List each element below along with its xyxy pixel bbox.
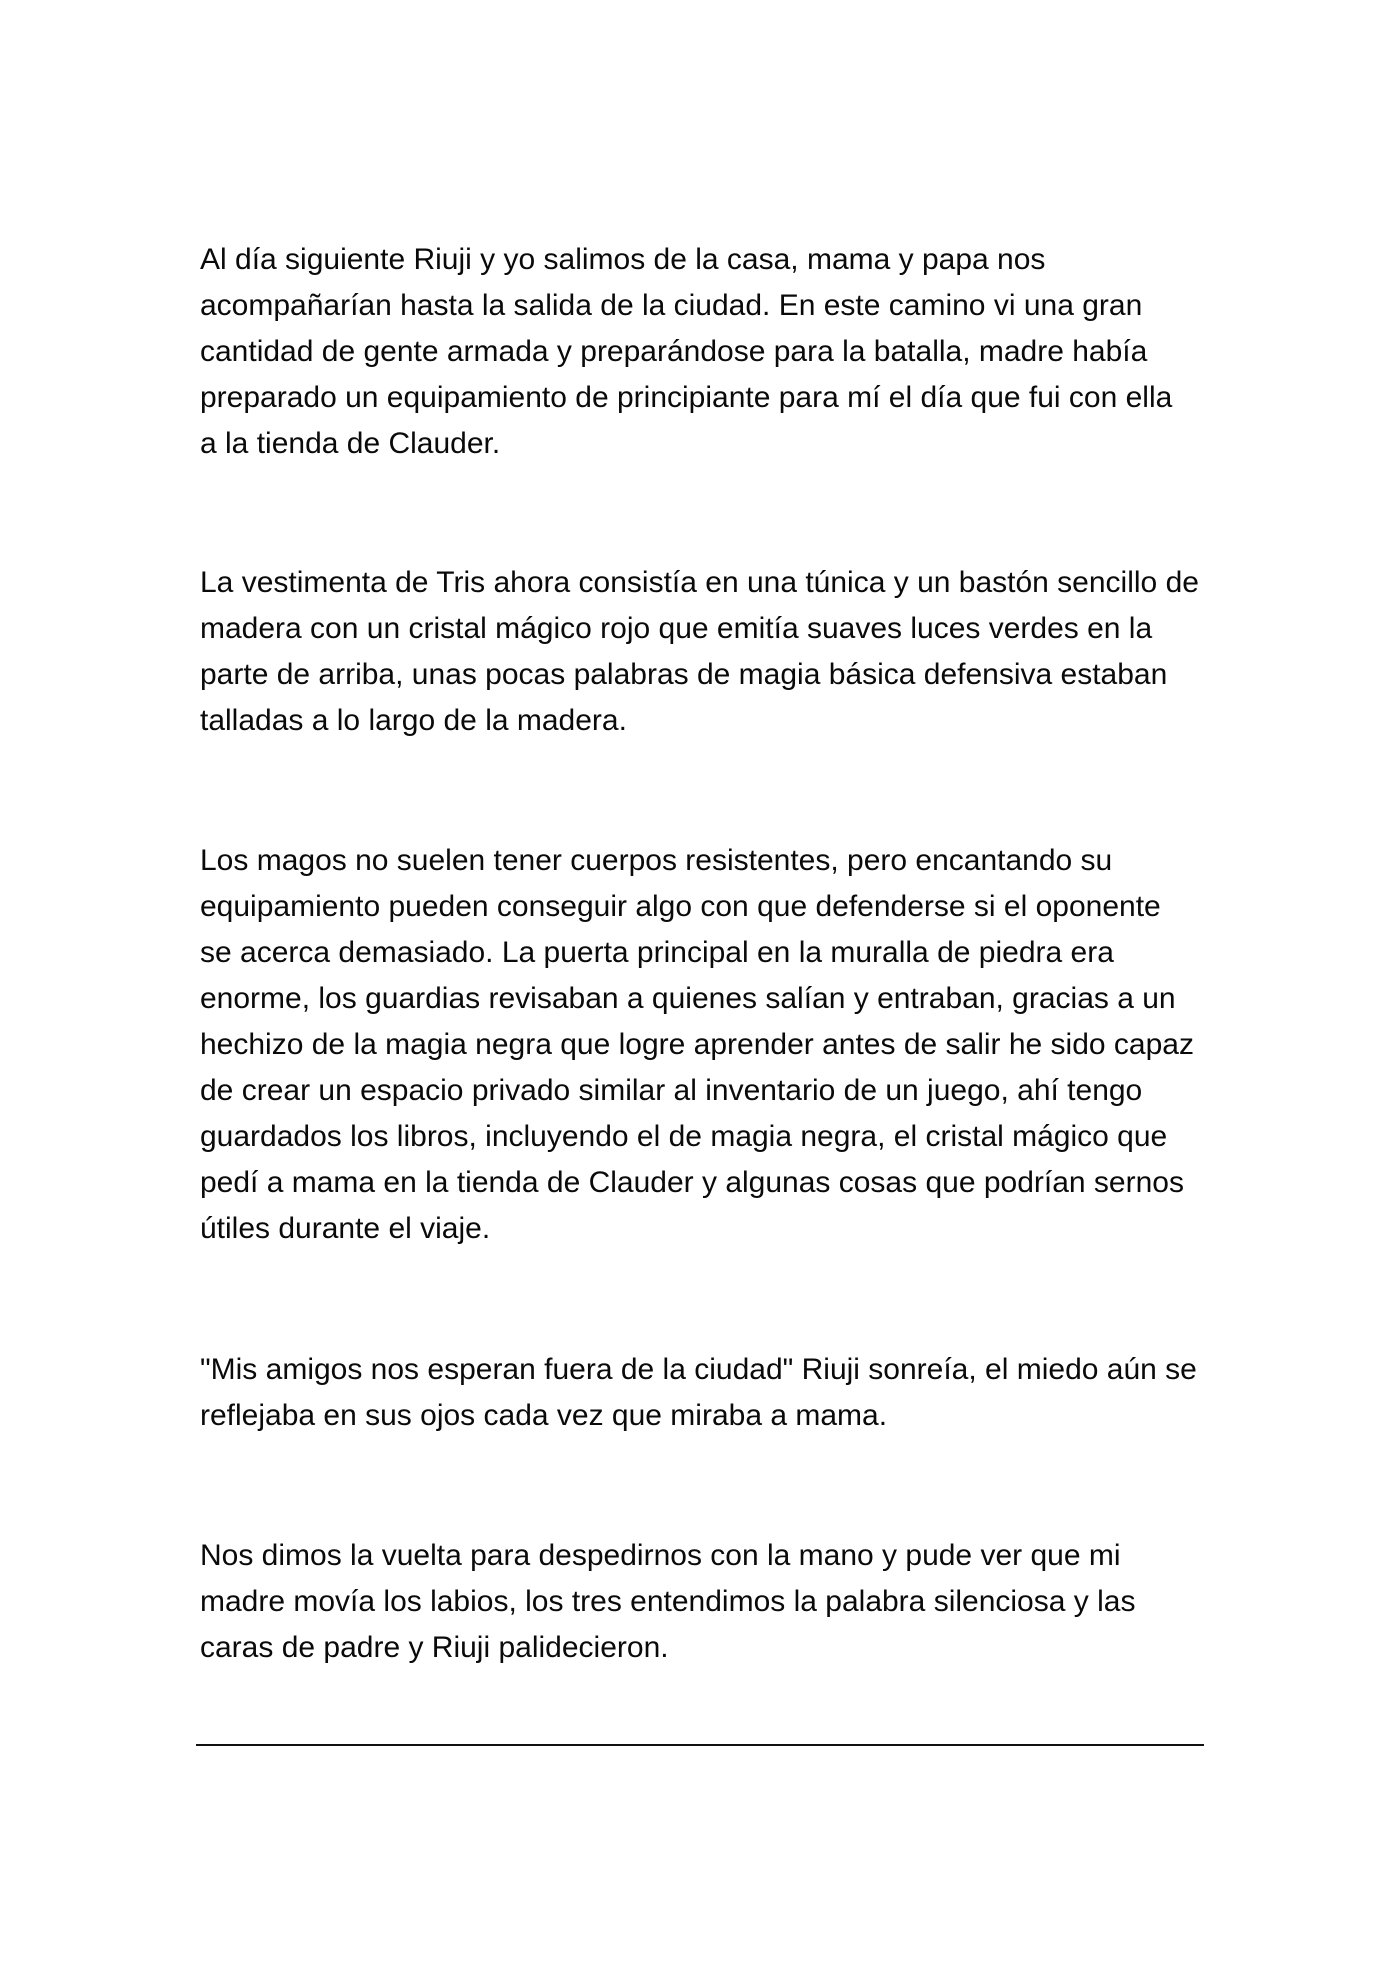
paragraph-2-line-3: parte de arriba, unas pocas palabras de magia básica defensiva estaban: [200, 658, 1168, 691]
paragraph-4-line-1: "Mis amigos nos esperan fuera de la ciudad" Riuji sonreía, el miedo aún se: [200, 1353, 1197, 1386]
paragraph-3-line-3: se acerca demasiado. La puerta principal en la muralla de piedra era: [200, 936, 1114, 969]
paragraph-5-line-1: Nos dimos la vuelta para despedirnos con la mano y pude ver que mi: [200, 1539, 1121, 1572]
paragraph-3-line-2: equipamiento pueden conseguir algo con que defenderse si el oponente: [200, 890, 1161, 923]
paragraph-1-line-1: Al día siguiente Riuji y yo salimos de la casa, mama y papa nos: [200, 243, 1046, 276]
paragraph-3-line-8: pedí a mama en la tienda de Clauder y algunas cosas que podrían sernos: [200, 1166, 1184, 1199]
paragraph-1-line-5: a la tienda de Clauder.: [200, 427, 501, 460]
paragraph-1-line-3: cantidad de gente armada y preparándose para la batalla, madre había: [200, 335, 1148, 368]
paragraph-3-line-4: enorme, los guardias revisaban a quienes salían y entraban, gracias a un: [200, 982, 1176, 1015]
paragraph-1-line-2: acompañarían hasta la salida de la ciudad. En este camino vi una gran: [200, 289, 1143, 322]
paragraph-3-line-7: guardados los libros, incluyendo el de magia negra, el cristal mágico que: [200, 1120, 1168, 1153]
paragraph-3-line-9: útiles durante el viaje.: [200, 1212, 491, 1245]
paragraph-1-line-4: preparado un equipamiento de principiante para mí el día que fui con ella: [200, 381, 1173, 414]
paragraph-4-line-2: reflejaba en sus ojos cada vez que miraba a mama.: [200, 1399, 888, 1432]
paragraph-2-line-4: talladas a lo largo de la madera.: [200, 704, 627, 737]
paragraph-5-line-2: madre movía los labios, los tres entendimos la palabra silenciosa y las: [200, 1585, 1136, 1618]
paragraph-3-line-1: Los magos no suelen tener cuerpos resistentes, pero encantando su: [200, 844, 1113, 877]
paragraph-5-line-3: caras de padre y Riuji palidecieron.: [200, 1631, 669, 1664]
paragraph-2-line-2: madera con un cristal mágico rojo que emitía suaves luces verdes en la: [200, 612, 1153, 645]
horizontal-divider: [196, 1744, 1204, 1746]
paragraph-3-line-5: hechizo de la magia negra que logre aprender antes de salir he sido capaz: [200, 1028, 1194, 1061]
paragraph-3-line-6: de crear un espacio privado similar al inventario de un juego, ahí tengo: [200, 1074, 1143, 1107]
paragraph-2-line-1: La vestimenta de Tris ahora consistía en una túnica y un bastón sencillo de: [200, 566, 1199, 599]
